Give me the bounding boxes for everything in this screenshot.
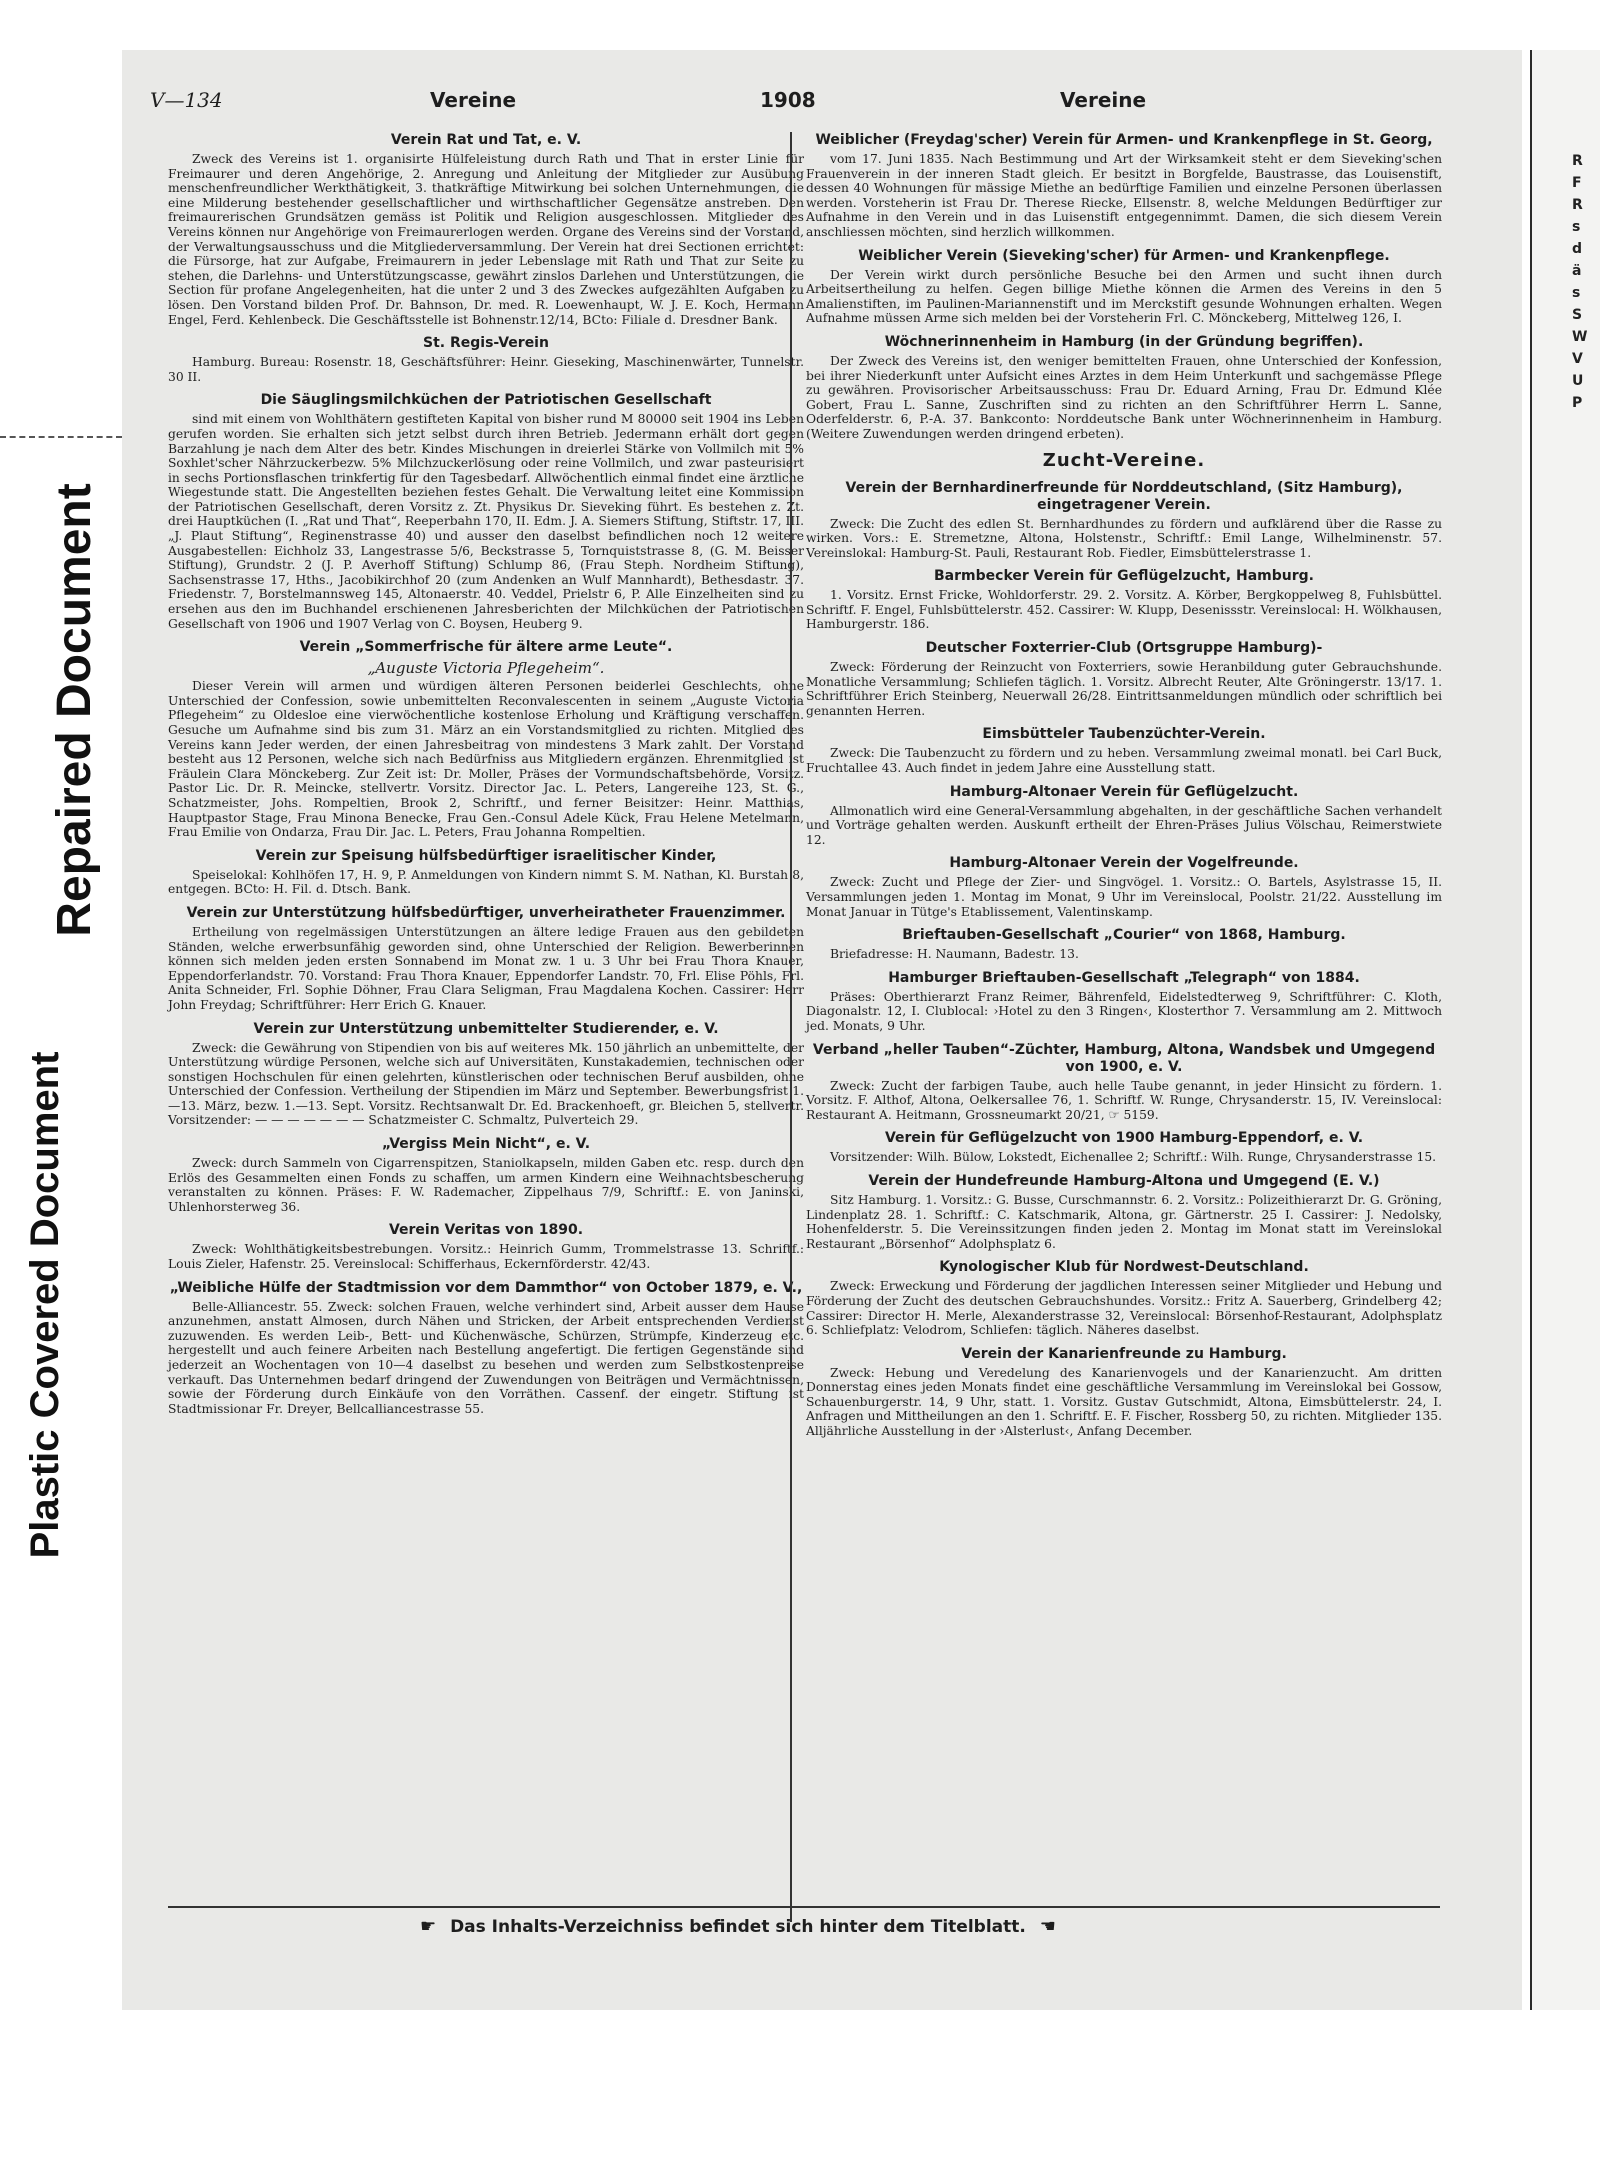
association-entry xyxy=(806,1259,1442,1337)
association-title: Deutscher Foxterrier-Club (Ortsgruppe Hamburg)- xyxy=(925,640,1323,657)
association-description: sind mit einem von Wohlthätern gestifteten Kapital von bisher rund M 80000 seit 1904 ins Leben gerufen worden. Sie erhalten sich jetzt selbst durch ihren Betrieb. Jedermann erhält dort gegen Barzahlung je nach dem Alter des betr. Kindes Mischungen in dreierlei Stärke von Vollmilch mit 5% Soxhlet'scher Nährzuckerbezw. 5% Milchzuckerlösung oder reine Vollmilch, und zwar pasteurisiert in sechs Portionsflaschen trinkfertig für den Tagesbedarf. Allwöchentlich einmal findet eine ärztliche Wiegestunde statt. Die Angestellten beziehen festes Gehalt. Die Verwaltung leitet eine Kommission der Patriotischen Gesellschaft, deren Vorsitz z. Zt. Physikus Dr. Sieveking führt. Es bestehen z. Zt. drei Hauptküchen (I. „Rat und That“, Reeperbahn 170, II. Edm. J. A. Siemers Stiftung, Stiftstr. 17, III. „J. Plaut Stiftung“, Reginenstrasse 40) und ausser den daselbst befindlichen noch 12 weitere Ausgabestellen: Eichholz 33, Langestrasse 5/6, Beckstrasse 5, Tornquiststrasse 8, (G. M. Beisser Stiftung), Grundstr. 2 (J. P. Averhoff Stiftung) Schlump 86, (Frau Steph. Nordheim Stiftung), Sachsenstrasse 17, Hths., Jacobikirchhof 20 (zum Andenken an Wulf Mannhardt), Bethesdastr. 37. Friedenstr. 7, Borstelmannsweg 145, Altonaerstr. 40. Veddel, Prielstr 6, P. Alle Einzelheiten sind zu ersehen aus den im Buchhandel erschienenen Jahresberichten der Milchküchen der Patriotischen Gesellschaft von 1906 und 1907 Verlag von C. Boysen, Heuberg 9. xyxy=(168,412,804,631)
edge-letter: s xyxy=(1572,219,1581,235)
association-entry xyxy=(168,905,804,1013)
association-title: Verband „heller Tauben“-Züchter, Hamburg, Altona, Wandsbek und Umgegend von 1900, e. V. xyxy=(812,1041,1436,1075)
association-title: Kynologischer Klub für Nordwest-Deutschland. xyxy=(939,1259,1309,1276)
association-title: Verein zur Unterstützung hülfsbedürftiger, unverheiratheter Frauenzimmer. xyxy=(186,904,786,921)
association-description: Zweck: Hebung und Veredelung des Kanarienvogels und der Kanarienzucht. Am dritten Donnerstag eines jeden Monats findet eine geschäftliche Versammlung im Vereinslokal bei Gossow, Schauenburgerstr. 14, 9 Uhr, statt. 1. Vorsitz. Gustav Gutschmidt, Altona, Eimsbüttelerstr. 24, I. Anfragen und Mittheilungen an den 1. Schriftf. E. F. Fischer, Rossberg 50, zu richten. Mitglieder 135. Alljährliche Ausstellung in der ›Alsterlust‹, Anfang December. xyxy=(806,1365,1442,1439)
association-title: Weiblicher Verein (Sieveking'scher) für Armen- und Krankenpflege. xyxy=(858,247,1390,264)
association-title: Verein Rat und Tat, e. V. xyxy=(390,132,582,148)
association-description: Zweck: Förderung der Reinzucht von Foxterriers, sowie Heranbildung guter Gebrauchshunde. Monatliche Versammlung; Schliefen täglich. 1. Vorsitz. Albrecht Reuter, Alte Gröningerstr. 13/17. 1. Schriftführer Erich Steinberg, Neuerwall 26/28. Eintrittsanmeldungen mündlich oder schriftlich bei genannten Herren. xyxy=(806,660,1442,718)
association-description: Sitz Hamburg. 1. Vorsitz.: G. Busse, Curschmannstr. 6. 2. Vorsitz.: Polizeithierarzt Dr. G. Gröning, Lindenplatz 28. 1. Schriftf.: C. Katschmarik, Altona, gr. Gärtnerstr. 25 I. Cassirer: J. Nedolsky, Hohenfelderstr. 5. Die Vereinssitzungen finden jeden 2. Montag im Monat statt im Vereinslokal Restaurant „Börsenhof“ Adolphsplatz 6. xyxy=(806,1192,1442,1251)
association-description: Präses: Oberthierarzt Franz Reimer, Bährenfeld, Eidelstedterweg 9, Schriftführer: C. Kloth, Diagonalstr. 12, I. Clublocal: ›Hotel zu den 3 Ringen‹, Klosterthor 7. Versammlung am 2. Mittwoch jed. Monats, 9 Uhr. xyxy=(806,989,1442,1033)
section-heading: Zucht-Vereine. xyxy=(1042,449,1206,471)
association-entry xyxy=(806,248,1442,326)
header-right-title: Vereine xyxy=(1060,88,1147,112)
right-column xyxy=(806,132,1442,1447)
page-header xyxy=(150,88,1522,118)
association-entry xyxy=(168,1136,804,1214)
association-description: Der Zweck des Vereins ist, den weniger bemittelten Frauen, ohne Unterschied der Konfession, bei ihrer Niederkunft unter Aufsicht eines Arztes in dem Heim Unterkunft und sachgemässe Pflege zu gewähren. Provisorischer Arbeitsausschuss: Frau Dr. Eduard Arning, Frau Dr. Edmund Klée Gobert, Frau L. Sanne, Zuschriften sind zu richten an den Schriftführer Herrn L. Sanne, Oderfelderstr. 6, P.-A. 37. Bankconto: Norddeutsche Bank unter Wöchnerinnenheim in Hamburg. (Weitere Zuwendungen werden dringend erbeten). xyxy=(806,353,1442,441)
header-left-title: Vereine xyxy=(430,88,517,112)
association-entry xyxy=(806,334,1442,442)
association-entry xyxy=(168,132,804,327)
edge-letter: R xyxy=(1572,197,1583,213)
association-title: Hamburg-Altonaer Verein für Geflügelzucht. xyxy=(949,783,1299,800)
association-title: Hamburger Brieftauben-Gesellschaft „Telegraph“ von 1884. xyxy=(888,969,1360,986)
edge-letter: F xyxy=(1572,175,1582,191)
repaired-document-stamp: Repaired Document xyxy=(48,483,101,937)
association-entry xyxy=(806,970,1442,1034)
association-description: Hamburg. Bureau: Rosenstr. 18, Geschäftsführer: Heinr. Gieseking, Maschinenwärter, Tunnelstr. 30 II. xyxy=(168,355,804,384)
column-divider xyxy=(790,132,792,1922)
association-title: Verein „Sommerfrische für ältere arme Leute“. xyxy=(299,639,673,656)
edge-letter: S xyxy=(1572,307,1583,323)
association-entry xyxy=(806,927,1442,962)
bottom-rule xyxy=(168,1906,1440,1908)
association-entry xyxy=(806,784,1442,848)
association-description: Zweck: Die Taubenzucht zu fördern und zu heben. Versammlung zweimal monatl. bei Carl Buck, Fruchtallee 43. Auch findet in jedem Jahre eine Ausstellung statt. xyxy=(806,746,1442,776)
footer-text: Das Inhalts-Verzeichniss befindet sich hinter dem Titelblatt. xyxy=(450,1917,1026,1937)
association-title: Weiblicher (Freydag'scher) Verein für Armen- und Krankenpflege in St. Georg, xyxy=(815,132,1433,148)
left-column xyxy=(168,132,804,1424)
association-title: Barmbecker Verein für Geflügelzucht, Hamburg. xyxy=(934,568,1314,585)
edge-letter: U xyxy=(1572,373,1584,389)
association-title: „Weibliche Hülfe der Stadtmission vor dem Dammthor“ von October 1879, e. V., xyxy=(169,1279,803,1296)
association-entry xyxy=(168,335,804,384)
adjacent-page-edge xyxy=(1530,50,1600,2010)
association-title: St. Regis-Verein xyxy=(423,335,549,352)
association-description: Vorsitzender: Wilh. Bülow, Lokstedt, Eichenallee 2; Schriftf.: Wilh. Runge, Chrysanderstrasse 15. xyxy=(830,1150,1437,1165)
cut-line xyxy=(0,436,122,438)
header-year: 1908 xyxy=(760,88,816,112)
association-title: Verein für Geflügelzucht von 1900 Hamburg-Eppendorf, e. V. xyxy=(884,1130,1364,1147)
association-entry xyxy=(806,132,1442,240)
edge-letter: s xyxy=(1572,285,1581,301)
association-title: Verein zur Speisung hülfsbedürftiger israelitischer Kinder, xyxy=(255,847,717,864)
association-title: Verein Veritas von 1890. xyxy=(388,1222,584,1239)
association-entry xyxy=(806,1130,1442,1165)
association-description: 1. Vorsitz. Ernst Fricke, Wohldorferstr. 29. 2. Vorsitz. A. Körber, Bergkoppelweg 8, Fuhlsbüttel. Schriftf. F. Engel, Fuhlsbüttelerstr. 452. Cassirer: W. Klupp, Desenissstr. Vereinslocal: H. Wölkhausen, Hamburgerstr. 186. xyxy=(806,588,1442,632)
association-description: Zweck: die Gewährung von Stipendien von bis auf weiteres Mk. 150 jährlich an unbemittelte, der Unterstützung würdige Personen, welche sich auf Universitäten, Kunstakademien, technischen oder sonstigen Hochschulen für einen gelehrten, künstlerischen oder technischen Beruf ausbilden, ohne Unterschied der Confession. Vertheilung der Stipendien im März und September. Bewerbungsfrist 1.—13. März, bezw. 1.—13. Sept. Vorsitz. Rechtsanwalt Dr. Ed. Brackenhoeft, gr. Bleichen 5, stellvertr. Vorsitzender: — — — — — — — Schatzmeister C. Schmaltz, Pulverteich 29. xyxy=(168,1040,804,1128)
association-description: Der Verein wirkt durch persönliche Besuche bei den Armen und sucht ihnen durch Arbeitsertheilung zu helfen. Gegen billige Miethe können die Armen des Vereins in den 5 Amalienstiften, im Paulinen-Mariannenstift und im Merckstift gesunde Wohnungen erhalten. Wegen Aufnahme müssen Arme sich melden bei der Vorsteherin Frl. C. Mönckeberg, Mittelweg 126, I. xyxy=(806,267,1442,326)
association-description: Dieser Verein will armen und würdigen älteren Personen beiderlei Geschlechts, ohne Unterschied der Confession, sowie unbemittelten Reconvalescenten in seinem „Auguste Victoria Pflegeheim“ zu Oldesloe eine vierwöchentliche kostenlose Erholung und Kräftigung verschaffen. Gesuche um Aufnahme sind bis zum 31. März an ein Vorstandsmitglied zu richten. Mitglied des Vereins kann Jeder werden, der einen Jahresbeitrag von mindestens 3 Mark zahlt. Der Vorstand besteht aus 12 Personen, welche sich nach Bedürfniss aus Mitgliedern ergänzen. Ehrenmitglied ist Fräulein Clara Mönckeberg. Zur Zeit ist: Dr. Moller, Präses der Vormundschaftsbehörde, Vorsitz. Pastor Lic. Dr. R. Meincke, stellvertr. Vorsitz. Director Jac. L. Peters, Langereihe 123, St. G., Schatzmeister, Johs. Rompeltien, Brook 2, Schriftf., und ferner Beisitzer: Heinr. Matthias, Hauptpastor Stage, Frau Minona Benecke, Frau Gen.-Consul Adele Kück, Frau Helene Metelmann, Frau Emilie von Ondarza, Frau Dir. Jac. L. Peters, Frau Johanna Rompeltien. xyxy=(168,679,804,840)
association-title: Eimsbütteler Taubenzüchter-Verein. xyxy=(982,726,1266,743)
edge-letter: V xyxy=(1572,351,1583,367)
association-title: Hamburg-Altonaer Verein der Vogelfreunde. xyxy=(949,855,1299,872)
association-description: Zweck: Zucht der farbigen Taube, auch helle Taube genannt, in jeder Hinsicht zu fördern. 1. Vorsitz. F. Althof, Altona, Oelkersallee 76, 1. Schriftf. W. Runge, Chrysanderstr. 15, IV. Vereinslocal: Restaurant A. Heitmann, Grossneumarkt 20/21, ☞ 5159. xyxy=(806,1078,1442,1122)
association-title: Verein zur Unterstützung unbemittelter Studierender, e. V. xyxy=(253,1020,719,1037)
association-entry xyxy=(806,640,1442,718)
association-description: Zweck des Vereins ist 1. organisirte Hülfeleistung durch Rath und That in erster Linie für Freimaurer und deren Angehörige, 2. Anregung und Anleitung der Mitglieder zur Ausübung menschenfreundlicher Werkthätigkeit, 3. thatkräftige Mitwirkung bei solchen Unternehmungen, die eine Milderung bestehender gesellschaftlicher und wirthschaftlicher Gegensätze anstreben. Den freimaurerischen Grundsätzen gemäss ist Politik und Religion ausgeschlossen. Mitglieder des Vereins können nur Angehörige von Freimaurerlogen werden. Organe des Vereins sind der Vorstand, der Verwaltungsausschuss und die Mitgliederversammlung. Der Verein hat drei Sectionen errichtet: die Fürsorge, hat zur Aufgabe, Freimaurern in jeder Lebenslage mit Rath und That zur Seite zu stehen, die Darlehns- und Unterstützungscasse, gewährt zinslos Darlehen und Unterstützungen, die Section für profane Angelegenheiten, hat die unter 2 und 3 des Zweckes aufgezählten Aufgaben zu lösen. Den Vorstand bilden Prof. Dr. Bahnson, Dr. med. R. Loewenhaupt, W. J. E. Koch, Hermann Engel, Ferd. Kehlenbeck. Die Geschäftsstelle ist Bohnenstr.12/14, BCto: Filiale d. Dresdner Bank. xyxy=(168,152,804,327)
association-entry xyxy=(168,1021,804,1129)
association-description: Zweck: Zucht und Pflege der Zier- und Singvögel. 1. Vorsitz.: O. Bartels, Asylstrasse 15, II. Versammlungen jeden 1. Montag im Monat, 9 Uhr im Vereinslocal, Poolstr. 21/22. Ausstellung im Monat Januar in Tütge's Etablissement, Valentinskamp. xyxy=(806,875,1442,919)
association-entry xyxy=(806,855,1442,919)
association-entry xyxy=(168,1280,804,1417)
association-title: „Vergiss Mein Nicht“, e. V. xyxy=(381,1136,591,1153)
association-description: Allmonatlich wird eine General-Versammlung abgehalten, in der geschäftliche Sachen verhandelt und Vorträge gehalten werden. Auskunft ertheilt der Ehren-Präses Julius Völschau, Reimerstwiete 12. xyxy=(806,803,1442,847)
association-description: Belle-Alliancestr. 55. Zweck: solchen Frauen, welche verhindert sind, Arbeit ausser dem Hause anzunehmen, anstatt Almosen, durch Nähen und Stricken, der Arbeit entsprechenden Verdienst zuzuwenden. Es werden Leib-, Bett- und Küchenwäsche, Schürzen, Strümpfe, Kinderzeug etc. hergestellt und auch feinere Arbeiten nach Bestellung angefertigt. Die fertigen Gegenstände sind jederzeit an Wochentagen von 10—4 daselbst zu besehen und werden zum Selbstkostenpreise verkauft. Das Unternehmen bedarf dringend der Zuwendungen von Beiträgen und Vermächtnissen, sowie der Förderung durch Einkäufe von den Vorräthen. Cassenf. der eingetr. Stiftung ist Stadtmissionar Fr. Dreyer, Bellcalliancestrasse 55. xyxy=(168,1299,804,1416)
association-entry xyxy=(168,848,804,897)
top-margin xyxy=(0,0,1600,50)
association-description: Zweck: Wohlthätigkeitsbestrebungen. Vorsitz.: Heinrich Gumm, Trommelstrasse 13. Schriftf.: Louis Zieler, Hafenstr. 25. Vereinslocal: Schifferhaus, Eckernförderstr. 42/43. xyxy=(168,1242,804,1272)
association-description: Zweck: Erweckung und Förderung der jagdlichen Interessen seiner Mitglieder und Hebung und Förderung der Zucht des deutschen Gebrauchshundes. Vorsitz.: Fritz A. Sauerberg, Grindelberg 42; Cassirer: Director H. Merle, Alexanderstrasse 32, Vereinslocal: Börsenhof-Restaurant, Adolphsplatz 6. Schliefplatz: Velodrom, Schliefen: täglich. Näheres daselbst. xyxy=(806,1279,1442,1338)
edge-letter: W xyxy=(1572,329,1588,345)
association-entry xyxy=(806,480,1442,561)
pointing-hand-left-icon: ☛ xyxy=(420,1916,437,1937)
plastic-covered-document-stamp: Plastic Covered Document xyxy=(23,1051,67,1559)
association-entry xyxy=(806,1346,1442,1439)
association-description: Ertheilung von regelmässigen Unterstützungen an ältere ledige Frauen aus den gebildeten Ständen, welche erwerbsunfähig geworden sind, ohne Unterschied der Religion. Bewerberinnen können sich melden jeden ersten Sonnabend im Monat zw. 1 u. 3 Uhr bei Frau Thora Knauer, Eppendorferlandstr. 70. Vorstand: Frau Thora Knauer, Eppendorfer Landstr. 70, Frl. Elise Pöhls, Frl. Anita Schneider, Frl. Sophie Döhner, Frau Clara Seligman, Frau Magdalena Kochen. Cassirer: Herr John Freydag; Schriftführer: Herr Erich G. Knauer. xyxy=(168,924,804,1012)
association-title: Verein der Hundefreunde Hamburg-Altona und Umgegend (E. V.) xyxy=(868,1172,1380,1189)
association-entry xyxy=(806,1173,1442,1251)
edge-letter: R xyxy=(1572,153,1583,169)
association-title: Die Säuglingsmilchküchen der Patriotischen Gesellschaft xyxy=(260,392,712,409)
association-title: Verein der Bernhardinerfreunde für Norddeutschland, (Sitz Hamburg), eingetragener Verein. xyxy=(845,479,1403,513)
association-description: Speiselokal: Kohlhöfen 17, H. 9, P. Anmeldungen von Kindern nimmt S. M. Nathan, Kl. Burstah 8, entgegen. BCto: H. Fil. d. Dtsch. Bank. xyxy=(168,867,804,897)
edge-letter: ä xyxy=(1572,263,1582,279)
association-entry xyxy=(168,392,804,631)
association-subtitle: „Auguste Victoria Pflegeheim“. xyxy=(367,659,605,678)
association-entry xyxy=(168,1222,804,1271)
association-title: Brieftauben-Gesellschaft „Courier“ von 1868, Hamburg. xyxy=(902,927,1346,944)
adjacent-page-letters xyxy=(1572,150,1587,414)
association-title: Verein der Kanarienfreunde zu Hamburg. xyxy=(961,1345,1287,1362)
association-title: Wöchnerinnenheim in Hamburg (in der Gründung begriffen). xyxy=(884,333,1364,350)
footer-note xyxy=(412,1916,1312,1937)
edge-letter: d xyxy=(1572,241,1583,257)
association-entry xyxy=(806,568,1442,632)
association-description: vom 17. Juni 1835. Nach Bestimmung und Art der Wirksamkeit steht er dem Sieveking'schen Frauenverein in der inneren Stadt gleich. Er besitzt in Borgfelde, Baustrasse, das Louisenstift, dessen 40 Wohnungen für mässige Miethe an bedürftige Familien und einzelne Personen überlassen werden. Vorsteherin ist Frau Dr. Therese Riecke, Ellsenstr. 8, welche Meldungen Bedürftiger zur Aufnahme in den Verein und in das Luisenstift entgegennimmt. Damen, die sich diesem Verein anschliessen möchten, sind herzlich willkommen. xyxy=(806,152,1442,239)
association-entry xyxy=(168,639,804,840)
page-number: V—134 xyxy=(150,88,223,112)
association-entry xyxy=(806,1042,1442,1123)
association-description: Zweck: Die Zucht des edlen St. Bernhardhundes zu fördern und aufklärend über die Rasse zu wirken. Vors.: E. Stremetzne, Altona, Holstenstr., Schriftf.: Emil Lange, Wilhelminenstr. 57. Vereinslokal: Hamburg-St. Pauli, Restaurant Rob. Fiedler, Eimsbüttelerstrasse 1. xyxy=(806,516,1442,560)
association-description: Briefadresse: H. Naumann, Badestr. 13. xyxy=(830,947,1079,962)
association-description: Zweck: durch Sammeln von Cigarrenspitzen, Staniolkapseln, milden Gaben etc. resp. durch den Erlös des Gesammelten einen Fonds zu schaffen, um armen Kindern eine Weihnachtsbescherung veranstalten zu können. Präses: F. W. Rademacher, Zippelhaus 7/9, Schriftf.: E. von Janinski, Uhlenhorsterweg 36. xyxy=(168,1156,804,1214)
association-entry xyxy=(806,726,1442,775)
edge-letter: P xyxy=(1572,395,1583,411)
association-entry xyxy=(806,450,1442,472)
pointing-hand-right-icon: ☚ xyxy=(1039,1916,1056,1937)
